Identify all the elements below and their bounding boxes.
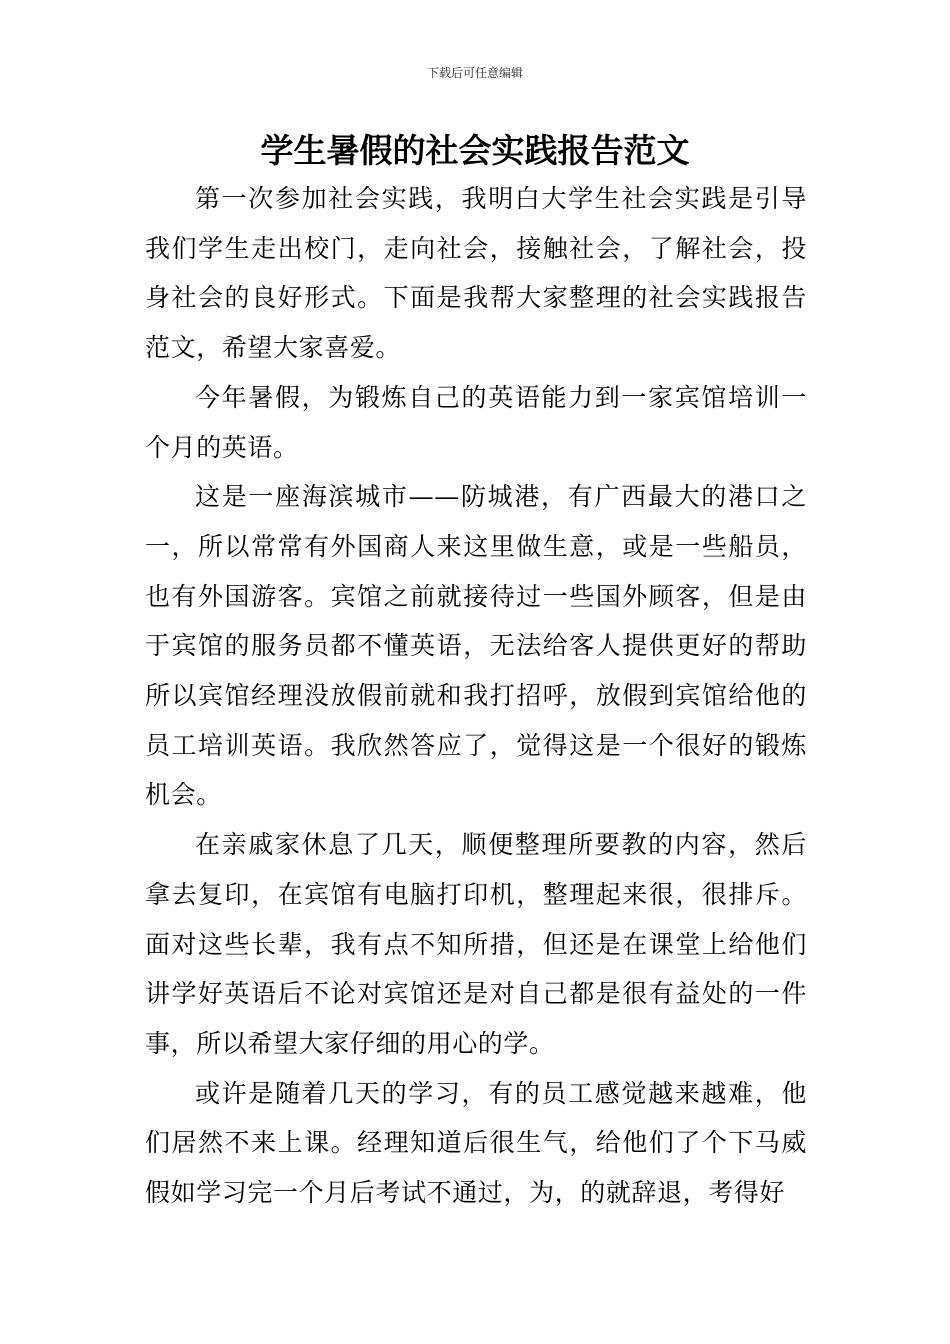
paragraph-4: 在亲戚家休息了几天，顺便整理所要教的内容，然后拿去复印，在宾馆有电脑打印机，整理起来很，很排斥。面对这些长辈，我有点不知所措，但还是在课堂上给他们讲学好英语后不论对宾馆还是对自己都是很有益处的一件事，所以希望大家仔细的用心的学。 bbox=[145, 830, 807, 1058]
document-body bbox=[145, 174, 807, 1218]
header-note: 下载后可任意编辑 bbox=[426, 66, 523, 80]
document-title: 学生暑假的社会实践报告范文 bbox=[260, 131, 690, 170]
paragraph-2: 今年暑假，为锻炼自己的英语能力到一家宾馆培训一个月的英语。 bbox=[145, 382, 807, 462]
paragraph-5: 或许是随着几天的学习，有的员工感觉越来越难，他们居然不来上课。经理知道后很生气，给他们了个下马威假如学习完一个月后考试不通过，为，的就辞退，考得好 bbox=[145, 1078, 807, 1208]
paragraph-1: 第一次参加社会实践，我明白大学生社会实践是引导我们学生走出校门，走向社会，接触社会，了解社会，投身社会的良好形式。下面是我帮大家整理的社会实践报告范文，希望大家喜爱。 bbox=[145, 184, 807, 363]
paragraph-3: 这是一座海滨城市——防城港，有广西最大的港口之一，所以常常有外国商人来这里做生意，或是一些船员，也有外国游客。宾馆之前就接待过一些国外顾客，但是由于宾馆的服务员都不懂英语，无法给客人提供更好的帮助所以宾馆经理没放假前就和我打招呼，放假到宾馆给他的员工培训英语。我欣然答应了，觉得这是一个很好的锻炼机会。 bbox=[145, 482, 807, 810]
